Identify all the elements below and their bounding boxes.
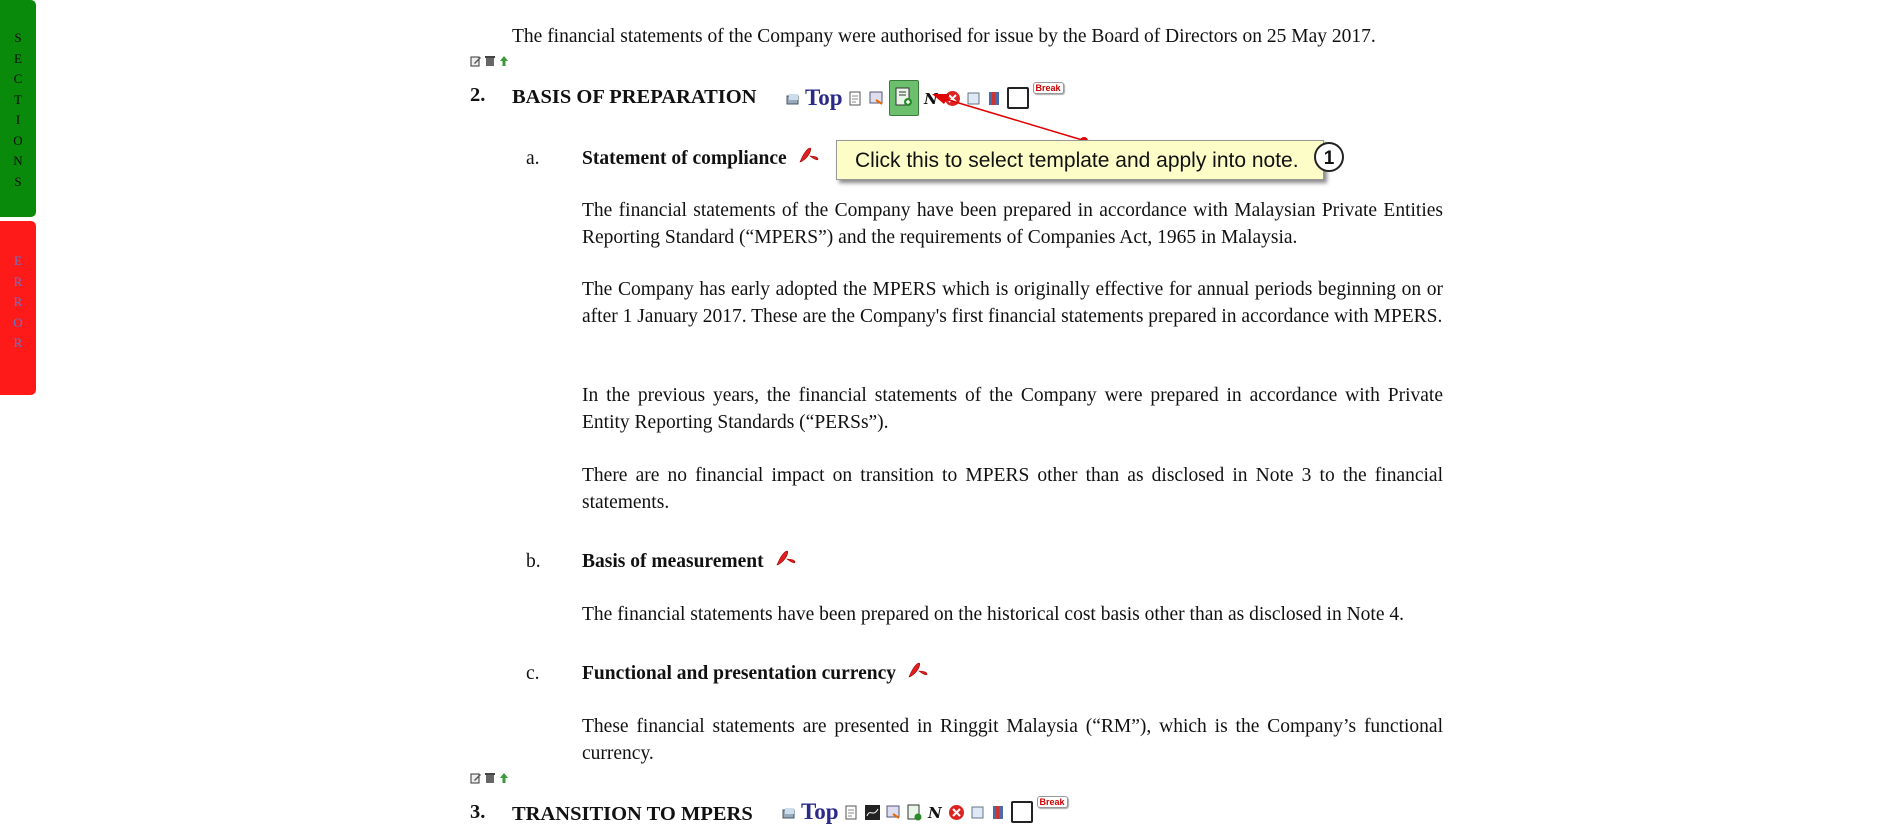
sections-letter: S bbox=[14, 30, 22, 45]
note-toolbar bbox=[780, 799, 1068, 825]
subsection-title-text: Functional and presentation currency bbox=[582, 663, 896, 684]
error-letter: R bbox=[13, 294, 23, 309]
break-button[interactable]: Break bbox=[1037, 796, 1068, 808]
trash-icon[interactable] bbox=[484, 772, 496, 784]
intro-text: The financial statements of the Company were authorised for issue by the Board of Directors on 25 May 2017. bbox=[512, 26, 1376, 47]
paragraph: The financial statements have been prepared on the historical cost basis other than as disclosed in Note 4. bbox=[582, 604, 1404, 625]
subsection-letter: b. bbox=[526, 551, 541, 572]
template-icon bbox=[894, 86, 914, 108]
sections-tab[interactable] bbox=[0, 0, 36, 217]
sections-letter: C bbox=[13, 71, 23, 86]
paragraph: There are no financial impact on transition to MPERS other than as disclosed in Note 3 to the financial statements. bbox=[582, 465, 1443, 513]
error-letter: R bbox=[13, 273, 23, 289]
top-link[interactable]: Top bbox=[801, 799, 839, 824]
acrobat-icon[interactable] bbox=[907, 661, 929, 679]
sections-letter: N bbox=[13, 153, 23, 168]
note-checkbox[interactable] bbox=[1011, 801, 1033, 823]
trash-icon[interactable] bbox=[484, 55, 496, 67]
delete-icon[interactable] bbox=[948, 804, 965, 821]
break-button[interactable]: Break bbox=[1033, 82, 1064, 94]
sections-letter: O bbox=[13, 132, 23, 148]
sections-letter: S bbox=[14, 173, 22, 189]
error-letter: O bbox=[13, 314, 23, 330]
subsection-title bbox=[582, 549, 797, 576]
sections-letter: I bbox=[15, 112, 21, 127]
import-icon[interactable] bbox=[885, 804, 902, 821]
paragraph: The Company has early adopted the MPERS which is originally effective for annual periods beginning on or after 1 January 2017. These are the Company's first financial statements prepared in accordance with MPERS. bbox=[582, 279, 1443, 327]
page-icon[interactable] bbox=[969, 804, 986, 821]
error-letter: E bbox=[14, 253, 22, 268]
paragraph: The financial statements of the Company have been prepared in accordance with Malaysian Private Entities Reporting Standard (“MPERS”) and the requirements of Companies Act, 1965 in Malaysia. bbox=[582, 200, 1443, 248]
move-up-icon[interactable] bbox=[498, 772, 510, 784]
note-n-icon[interactable] bbox=[927, 804, 944, 821]
note-title: TRANSITION TO MPERS bbox=[512, 803, 753, 825]
acrobat-icon[interactable] bbox=[775, 549, 797, 567]
subsection-title-text: Basis of measurement bbox=[582, 551, 764, 572]
acrobat-icon[interactable] bbox=[798, 146, 820, 164]
note-number: 3. bbox=[470, 801, 486, 823]
subsection-title bbox=[582, 146, 820, 173]
document-icon[interactable] bbox=[843, 804, 860, 821]
error-letter: R bbox=[13, 335, 23, 350]
callout-number-badge: 1 bbox=[1314, 142, 1344, 172]
callout-tooltip: Click this to select template and apply into note. bbox=[836, 140, 1324, 180]
edit-icon[interactable] bbox=[470, 55, 482, 67]
svg-text:N: N bbox=[927, 803, 942, 821]
template-button[interactable] bbox=[889, 80, 919, 116]
error-tab[interactable] bbox=[0, 221, 36, 395]
subsection-title bbox=[582, 661, 929, 688]
note-edit-controls bbox=[470, 772, 510, 784]
sections-letter: T bbox=[14, 91, 22, 107]
template-icon[interactable] bbox=[906, 804, 923, 821]
svg-text:N: N bbox=[923, 89, 938, 107]
sections-letter: E bbox=[14, 50, 22, 66]
paragraph: These financial statements are presented in Ringgit Malaysia (“RM”), which is the Company’s functional currency. bbox=[582, 716, 1443, 764]
book-icon[interactable] bbox=[990, 804, 1007, 821]
import-icon[interactable] bbox=[868, 90, 885, 107]
paragraph: In the previous years, the financial statements of the Company were prepared in accordance with Private Entity Reporting Standards (“PERSs”). bbox=[582, 385, 1443, 433]
copy-icon[interactable] bbox=[784, 90, 801, 107]
subsection-letter: a. bbox=[526, 148, 540, 169]
top-link[interactable]: Top bbox=[805, 85, 843, 110]
note-number: 2. bbox=[470, 84, 486, 106]
subsection-letter: c. bbox=[526, 663, 540, 684]
note-title: BASIS OF PREPARATION bbox=[512, 86, 757, 108]
edit-icon[interactable] bbox=[470, 772, 482, 784]
signature-icon[interactable] bbox=[864, 804, 881, 821]
move-up-icon[interactable] bbox=[498, 55, 510, 67]
document-icon[interactable] bbox=[847, 90, 864, 107]
copy-icon[interactable] bbox=[780, 804, 797, 821]
note-edit-controls bbox=[470, 55, 510, 67]
subsection-title-text: Statement of compliance bbox=[582, 148, 787, 169]
